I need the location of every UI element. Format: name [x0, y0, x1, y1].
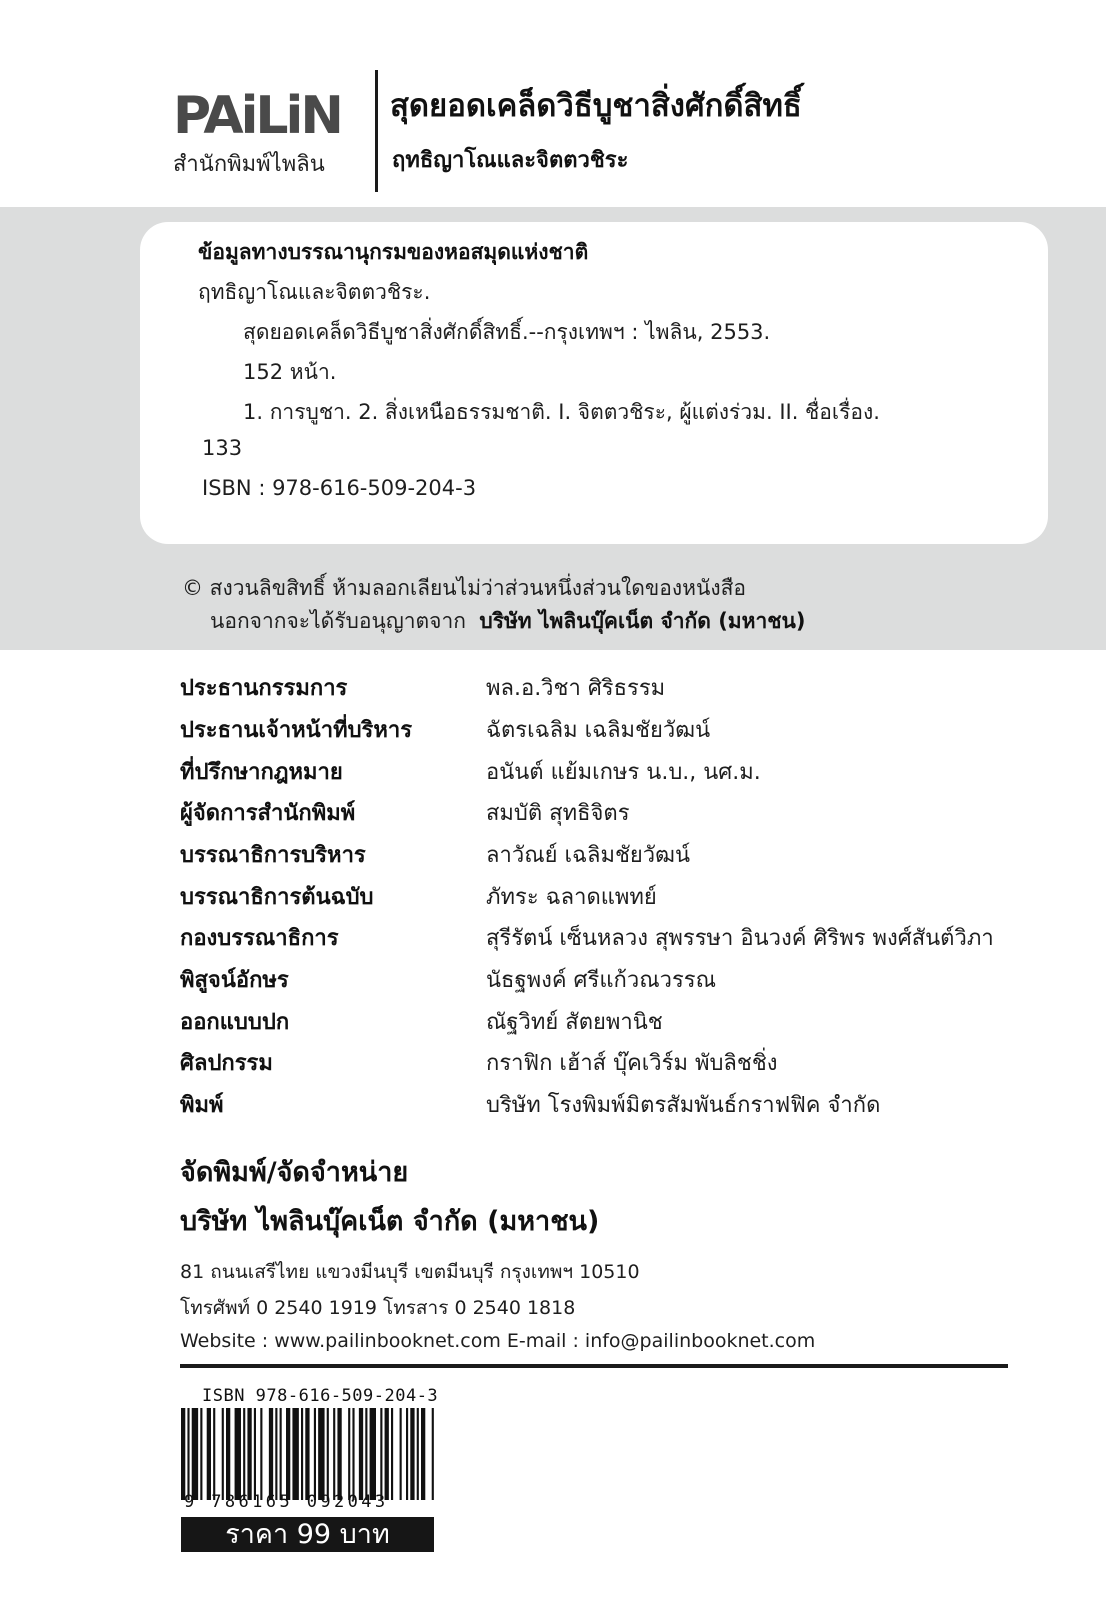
barcode-bar	[187, 1408, 189, 1500]
cip-pages: 152 หน้า.	[243, 360, 337, 384]
copyright-line-2	[210, 605, 806, 638]
barcode-bar	[406, 1408, 408, 1500]
barcode-bar	[235, 1408, 241, 1500]
staff-name: บริษัท โรงพิมพ์มิตรสัมพันธ์กราฟฟิค จำกัด	[486, 1093, 881, 1118]
book-authors: ฤทธิญาโณและจิตตวชิระ	[392, 148, 629, 173]
footer-rule	[180, 1364, 1008, 1368]
copyright-permission: นอกจากจะได้รับอนุญาตจาก	[210, 609, 466, 633]
barcode-bar	[226, 1408, 230, 1500]
barcode-bar	[400, 1408, 402, 1500]
cip-subjects: 1. การบูชา. 2. สิ่งเหนือธรรมชาติ. I. จิตตวชิระ, ผู้แต่งร่วม. II. ชื่อเรื่อง.	[243, 400, 880, 424]
distributor-heading: จัดพิมพ์/จัดจำหน่าย	[180, 1157, 409, 1188]
staff-row	[180, 962, 1080, 1002]
barcode-bar	[417, 1408, 419, 1500]
logo-wordmark: PAiLiN	[173, 86, 341, 146]
staff-name: นัธฐพงค์ ศรีแก้วณวรรณ	[486, 968, 717, 993]
copyright-line-1: © สงวนลิขสิทธิ์ ห้ามลอกเลียนไม่ว่าส่วนหนึ่งส่วนใดของหนังสือ	[182, 576, 747, 600]
barcode-image	[181, 1408, 436, 1500]
barcode-bar	[305, 1408, 309, 1500]
staff-row	[180, 920, 1080, 960]
staff-role: ผู้จัดการสำนักพิมพ์	[180, 801, 356, 826]
cip-author: ฤทธิญาโณและจิตตวชิระ.	[198, 280, 431, 304]
staff-role: พิสูจน์อักษร	[180, 968, 289, 993]
cip-title: สุดยอดเคล็ดวิธีบูชาสิ่งศักดิ์สิทธิ์.--กรุงเทพฯ : ไพลิน, 2553.	[243, 320, 771, 344]
staff-name: อนันต์ แย้มเกษร น.บ., นศ.ม.	[486, 760, 761, 785]
staff-role: พิมพ์	[180, 1093, 224, 1118]
staff-row	[180, 1045, 1080, 1085]
publisher-logo	[173, 88, 353, 181]
price-label: ราคา 99 บาท	[181, 1517, 434, 1552]
barcode-bar	[333, 1408, 335, 1500]
barcode-bar	[213, 1408, 215, 1500]
staff-row	[180, 754, 1080, 794]
barcode-isbn-text: ISBN 978-616-509-204-3	[202, 1386, 439, 1406]
barcode-bar	[192, 1408, 198, 1500]
barcode-bar	[301, 1408, 303, 1500]
barcode-bar	[314, 1408, 316, 1500]
staff-role: ออกแบบปก	[180, 1010, 290, 1035]
barcode-bar	[200, 1408, 202, 1500]
barcode-digits: 9 786165 092043	[184, 1492, 389, 1512]
barcode-bar	[385, 1408, 389, 1500]
barcode-bar	[254, 1408, 256, 1500]
barcode-bar	[432, 1408, 434, 1500]
staff-row	[180, 1004, 1080, 1044]
staff-name: สุรีรัตน์ เซ็นหลวง สุพรรษา อินวงค์ ศิริพร พงศ์สันต์วิภา	[486, 926, 994, 951]
staff-role: บรรณาธิการบริหาร	[180, 843, 366, 868]
barcode-bar	[410, 1408, 414, 1500]
distributor-company: บริษัท ไพลินบุ๊คเน็ต จำกัด (มหาชน)	[180, 1206, 600, 1237]
barcode-bar	[337, 1408, 341, 1500]
book-title: สุดยอดเคล็ดวิธีบูชาสิ่งศักดิ์สิทธิ์	[390, 88, 802, 124]
barcode-bar	[318, 1408, 324, 1500]
copyright-company: บริษัท ไพลินบุ๊คเน็ต จำกัด (มหาชน)	[479, 609, 806, 633]
cip-isbn: ISBN : 978-616-509-204-3	[202, 476, 477, 500]
staff-name: ฉัตรเฉลิม เฉลิมชัยวัฒน์	[486, 718, 711, 743]
barcode-bar	[391, 1408, 393, 1500]
staff-role: บรรณาธิการต้นฉบับ	[180, 885, 374, 910]
barcode-bar	[207, 1408, 211, 1500]
barcode-bar	[222, 1408, 224, 1500]
staff-name: พล.อ.วิชา ศิริธรรม	[486, 676, 666, 701]
staff-row	[180, 837, 1080, 877]
barcode-bar	[365, 1408, 367, 1500]
staff-name: ลาวัณย์ เฉลิมชัยวัฒน์	[486, 843, 691, 868]
staff-role: ศิลปกรรม	[180, 1051, 273, 1076]
barcode-bar	[275, 1408, 277, 1500]
barcode-bar	[370, 1408, 376, 1500]
staff-role: ที่ปรึกษากฎหมาย	[180, 760, 343, 785]
barcode-bar	[327, 1408, 329, 1500]
barcode-bar	[269, 1408, 273, 1500]
staff-role: กองบรรณาธิการ	[180, 926, 339, 951]
barcode-bar	[260, 1408, 262, 1500]
barcode-bar	[181, 1408, 185, 1500]
barcode-bar	[247, 1408, 251, 1500]
barcode-bar	[280, 1408, 282, 1500]
barcode-bar	[421, 1408, 425, 1500]
cip-class-number: 133	[202, 436, 243, 460]
staff-name: ณัฐวิทย์ สัตยพานิช	[486, 1010, 663, 1035]
cip-card	[140, 222, 1048, 544]
staff-name: สมบัติ สุทธิจิตร	[486, 801, 630, 826]
barcode-bar	[359, 1408, 363, 1500]
header-divider	[375, 70, 378, 192]
publisher-web-email: Website : www.pailinbooknet.com E-mail : info@pailinbooknet.com	[180, 1330, 816, 1352]
barcode-bar	[286, 1408, 290, 1500]
publisher-phone: โทรศัพท์ 0 2540 1919 โทรสาร 0 2540 1818	[180, 1297, 576, 1319]
staff-row	[180, 795, 1080, 835]
barcode-bar	[348, 1408, 350, 1500]
barcode-bar	[380, 1408, 382, 1500]
barcode-bar	[243, 1408, 245, 1500]
logo-subtitle: สำนักพิมพ์ไพลิน	[173, 152, 325, 177]
staff-role: ประธานเจ้าหน้าที่บริหาร	[180, 718, 413, 743]
barcode-bar	[292, 1408, 298, 1500]
staff-row	[180, 670, 1080, 710]
staff-row	[180, 712, 1080, 752]
staff-role: ประธานกรรมการ	[180, 676, 348, 701]
barcode-bar	[352, 1408, 354, 1500]
staff-row	[180, 879, 1080, 919]
staff-name: ภัทระ ฉลาดแพทย์	[486, 885, 657, 910]
staff-row	[180, 1087, 1080, 1127]
staff-name: กราฟิก เฮ้าส์ บุ๊คเวิร์ม พับลิชชิ่ง	[486, 1051, 778, 1076]
publisher-address: 81 ถนนเสรีไทย แขวงมีนบุรี เขตมีนบุรี กรุงเทพฯ 10510	[180, 1261, 640, 1283]
cip-heading: ข้อมูลทางบรรณานุกรมของหอสมุดแห่งชาติ	[198, 240, 589, 264]
